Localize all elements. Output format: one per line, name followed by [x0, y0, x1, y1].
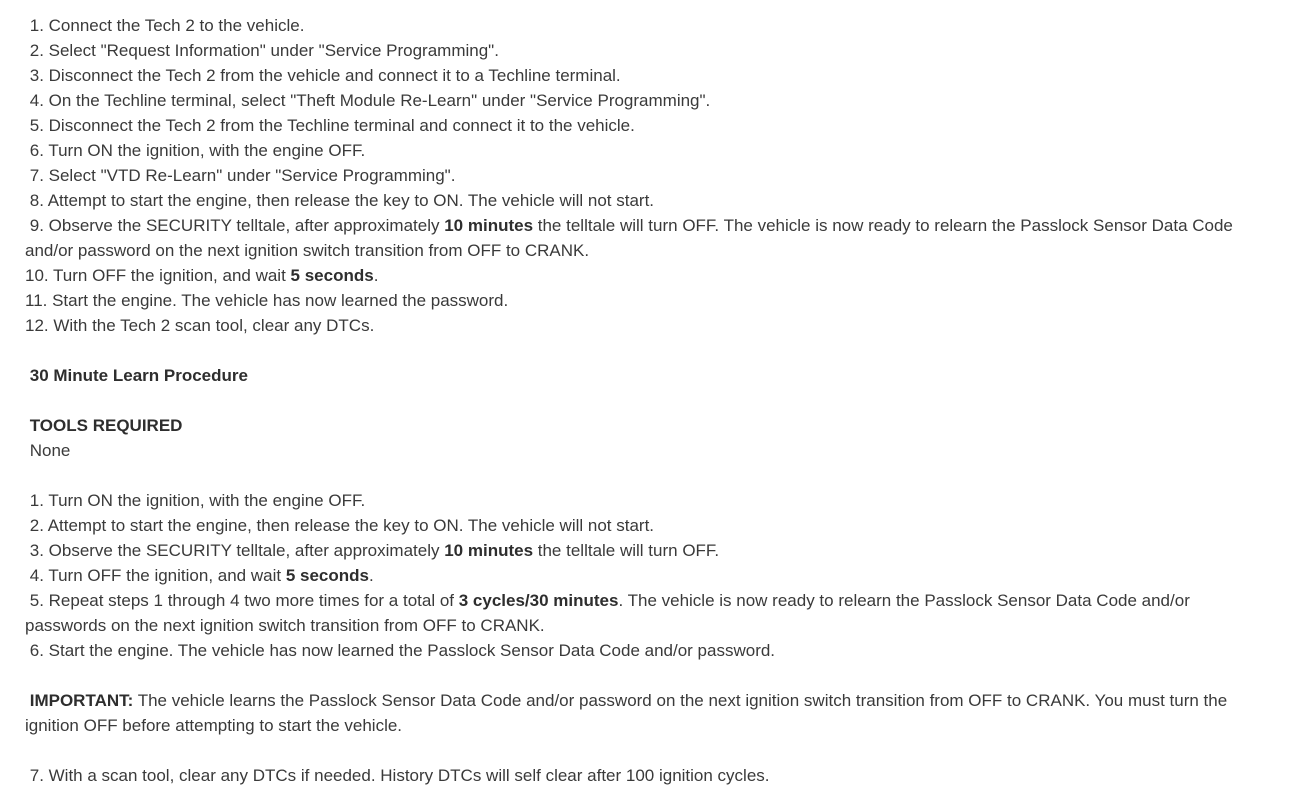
step-item: [25, 638, 1250, 663]
step-item: [25, 88, 1250, 113]
text-run: 12. With the Tech 2 scan tool, clear any DTCs.: [25, 316, 375, 335]
text-run: 9. Observe the SECURITY telltale, after approximately: [25, 216, 445, 235]
step-item: [25, 513, 1250, 538]
step-item: [25, 113, 1250, 138]
step-item: [25, 13, 1250, 38]
emphasis-text: 3 cycles/30 minutes: [458, 591, 619, 610]
text-run: 3. Disconnect the Tech 2 from the vehicle and connect it to a Techline terminal.: [25, 66, 621, 85]
tools-required-value: None: [29, 441, 71, 460]
procedure-steps-list: [25, 13, 1250, 338]
text-run: 7. With a scan tool, clear any DTCs if needed. History DTCs will self clear after 100 ignition cycles.: [25, 766, 770, 785]
text-run: 2. Select "Request Information" under "Service Programming".: [25, 41, 499, 60]
text-run: 4. Turn OFF the ignition, and wait: [25, 566, 286, 585]
step-item: [25, 588, 1250, 638]
tools-required-heading: TOOLS REQUIRED: [29, 416, 183, 435]
step-item: [25, 288, 1250, 313]
step-item: [25, 63, 1250, 88]
step-item: [25, 163, 1250, 188]
step-item: [25, 138, 1250, 163]
text-run: . The vehicle is now ready to relearn the Passlock Sensor Data Code and/or passwords on the next ignition switch transition from OFF to CRANK.: [25, 591, 1195, 635]
step-item: [25, 538, 1250, 563]
step-item: [25, 488, 1250, 513]
step-item: [25, 188, 1250, 213]
emphasis-text: 10 minutes: [444, 216, 534, 235]
text-run: 8. Attempt to start the engine, then release the key to ON. The vehicle will not start.: [25, 191, 655, 210]
text-run: 7. Select "VTD Re-Learn" under "Service Programming".: [25, 166, 456, 185]
step-item: [25, 263, 1250, 288]
text-run: 6. Start the engine. The vehicle has now learned the Passlock Sensor Data Code and/or password.: [25, 641, 776, 660]
emphasis-text: IMPORTANT:: [29, 691, 134, 710]
text-run: 6. Turn ON the ignition, with the engine OFF.: [25, 141, 366, 160]
text-run: 1. Connect the Tech 2 to the vehicle.: [25, 16, 305, 35]
procedure-title: 30 Minute Learn Procedure: [29, 366, 248, 385]
step-item: [25, 213, 1250, 263]
text-run: 1. Turn ON the ignition, with the engine OFF.: [25, 491, 366, 510]
text-run: 5. Disconnect the Tech 2 from the Techline terminal and connect it to the vehicle.: [25, 116, 635, 135]
text-run: 3. Observe the SECURITY telltale, after approximately: [25, 541, 445, 560]
emphasis-text: 5 seconds: [285, 566, 369, 585]
spacer: [25, 663, 1250, 688]
final-step: [25, 763, 1250, 788]
step-item: [25, 313, 1250, 338]
step-item: [25, 563, 1250, 588]
text-run: 5. Repeat steps 1 through 4 two more times for a total of: [25, 591, 459, 610]
text-run: 4. On the Techline terminal, select "Theft Module Re-Learn" under "Service Programming".: [25, 91, 711, 110]
important-note: [25, 688, 1250, 738]
text-run: .: [368, 566, 374, 585]
emphasis-text: 5 seconds: [290, 266, 374, 285]
text-run: 10. Turn OFF the ignition, and wait: [25, 266, 291, 285]
spacer: [25, 463, 1250, 488]
spacer: [25, 388, 1250, 413]
spacer: [25, 338, 1250, 363]
text-run: .: [373, 266, 379, 285]
text-run: the telltale will turn OFF.: [533, 541, 720, 560]
text-run: 2. Attempt to start the engine, then release the key to ON. The vehicle will not start.: [25, 516, 655, 535]
emphasis-text: 10 minutes: [444, 541, 534, 560]
text-run: The vehicle learns the Passlock Sensor Data Code and/or password on the next ignition switch transition from OFF to CRANK. You must turn the ignition OFF before attempting to start the vehicle.: [25, 691, 1232, 735]
learn-procedure-steps-list: [25, 488, 1250, 663]
step-item: [25, 38, 1250, 63]
text-run: 11. Start the engine. The vehicle has now learned the password.: [25, 291, 509, 310]
spacer: [25, 738, 1250, 763]
text-run: the telltale will turn OFF. The vehicle is now ready to relearn the Passlock Sensor Data Code and/or password on the next ignition switch transition from OFF to CRANK.: [25, 216, 1238, 260]
